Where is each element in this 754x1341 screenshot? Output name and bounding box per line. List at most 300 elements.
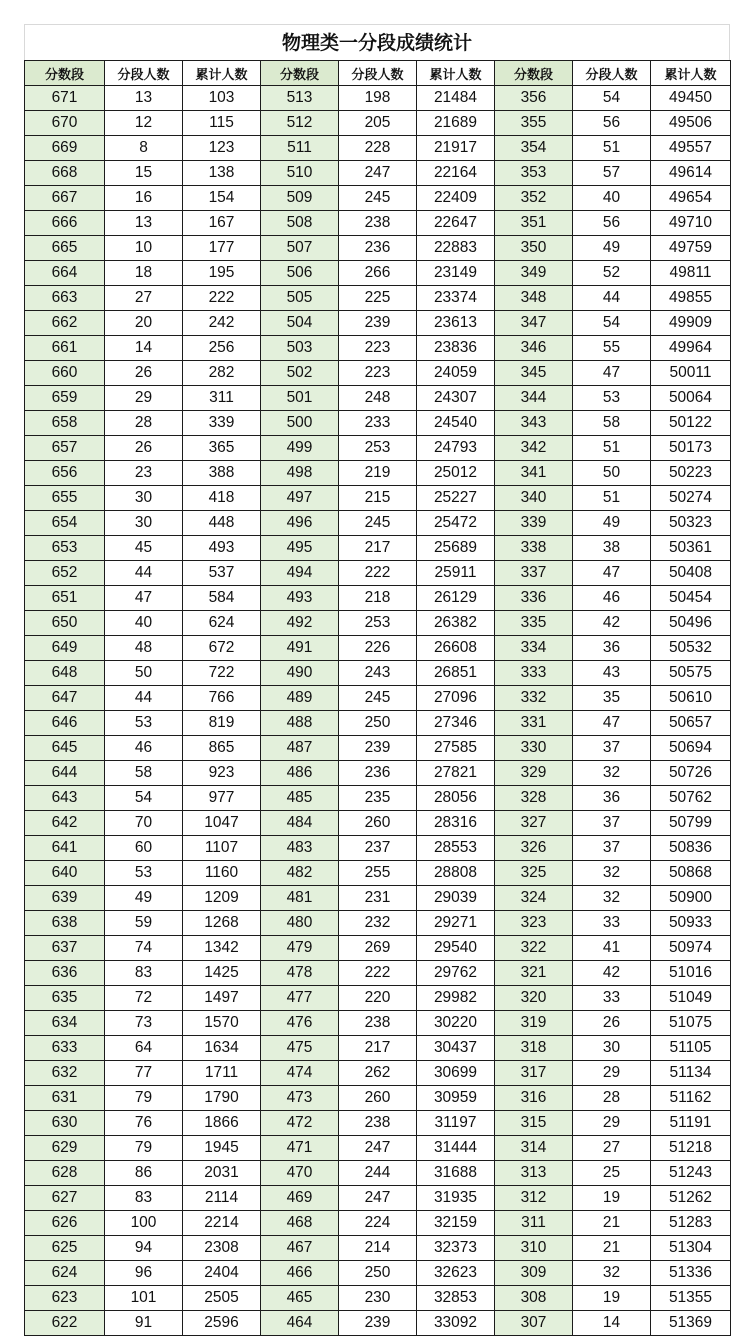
header-score-band-1: 分数段 (25, 61, 105, 86)
cumulative-count-cell: 22164 (417, 161, 495, 186)
cumulative-count-cell: 29762 (417, 961, 495, 986)
score-band-cell: 651 (25, 586, 105, 611)
score-band-cell: 355 (495, 111, 573, 136)
band-count-cell: 70 (105, 811, 183, 836)
score-band-cell: 493 (261, 586, 339, 611)
band-count-cell: 83 (105, 1186, 183, 1211)
score-band-cell: 490 (261, 661, 339, 686)
band-count-cell: 20 (105, 311, 183, 336)
score-band-cell: 650 (25, 611, 105, 636)
cumulative-count-cell: 50064 (651, 386, 731, 411)
score-band-cell: 474 (261, 1061, 339, 1086)
table-row (25, 711, 731, 736)
band-count-cell: 21 (573, 1211, 651, 1236)
band-count-cell: 222 (339, 561, 417, 586)
cumulative-count-cell: 2031 (183, 1161, 261, 1186)
score-band-cell: 336 (495, 586, 573, 611)
score-band-cell: 335 (495, 611, 573, 636)
score-band-cell: 484 (261, 811, 339, 836)
score-band-cell: 309 (495, 1261, 573, 1286)
score-band-cell: 661 (25, 336, 105, 361)
band-count-cell: 248 (339, 386, 417, 411)
cumulative-count-cell: 50408 (651, 561, 731, 586)
band-count-cell: 23 (105, 461, 183, 486)
cumulative-count-cell: 28316 (417, 811, 495, 836)
score-band-cell: 340 (495, 486, 573, 511)
cumulative-count-cell: 28056 (417, 786, 495, 811)
cumulative-count-cell: 26129 (417, 586, 495, 611)
score-band-cell: 310 (495, 1236, 573, 1261)
band-count-cell: 215 (339, 486, 417, 511)
table-row (25, 936, 731, 961)
cumulative-count-cell: 23836 (417, 336, 495, 361)
cumulative-count-cell: 49710 (651, 211, 731, 236)
score-band-cell: 326 (495, 836, 573, 861)
band-count-cell: 247 (339, 161, 417, 186)
score-band-cell: 352 (495, 186, 573, 211)
header-cumulative-count-3: 累计人数 (651, 61, 731, 86)
cumulative-count-cell: 32159 (417, 1211, 495, 1236)
score-band-cell: 636 (25, 961, 105, 986)
cumulative-count-cell: 50933 (651, 911, 731, 936)
score-band-cell: 660 (25, 361, 105, 386)
band-count-cell: 53 (573, 386, 651, 411)
cumulative-count-cell: 51336 (651, 1261, 731, 1286)
cumulative-count-cell: 865 (183, 736, 261, 761)
band-count-cell: 269 (339, 936, 417, 961)
band-count-cell: 47 (573, 711, 651, 736)
score-band-cell: 319 (495, 1011, 573, 1036)
band-count-cell: 37 (573, 811, 651, 836)
cumulative-count-cell: 50762 (651, 786, 731, 811)
cumulative-count-cell: 50868 (651, 861, 731, 886)
score-band-cell: 504 (261, 311, 339, 336)
cumulative-count-cell: 766 (183, 686, 261, 711)
band-count-cell: 58 (105, 761, 183, 786)
score-band-cell: 500 (261, 411, 339, 436)
band-count-cell: 198 (339, 86, 417, 111)
cumulative-count-cell: 24307 (417, 386, 495, 411)
table-row (25, 411, 731, 436)
cumulative-count-cell: 25911 (417, 561, 495, 586)
cumulative-count-cell: 1866 (183, 1111, 261, 1136)
band-count-cell: 224 (339, 1211, 417, 1236)
cumulative-count-cell: 1945 (183, 1136, 261, 1161)
band-count-cell: 86 (105, 1161, 183, 1186)
cumulative-count-cell: 23149 (417, 261, 495, 286)
band-count-cell: 79 (105, 1086, 183, 1111)
cumulative-count-cell: 923 (183, 761, 261, 786)
score-band-cell: 494 (261, 561, 339, 586)
cumulative-count-cell: 624 (183, 611, 261, 636)
cumulative-count-cell: 177 (183, 236, 261, 261)
header-row (25, 61, 731, 86)
band-count-cell: 40 (105, 611, 183, 636)
cumulative-count-cell: 24540 (417, 411, 495, 436)
cumulative-count-cell: 51105 (651, 1036, 731, 1061)
table-row (25, 511, 731, 536)
cumulative-count-cell: 50694 (651, 736, 731, 761)
score-band-cell: 646 (25, 711, 105, 736)
score-band-cell: 315 (495, 1111, 573, 1136)
score-band-cell: 644 (25, 761, 105, 786)
band-count-cell: 37 (573, 836, 651, 861)
score-band-cell: 630 (25, 1111, 105, 1136)
score-band-cell: 496 (261, 511, 339, 536)
cumulative-count-cell: 25689 (417, 536, 495, 561)
table-row (25, 861, 731, 886)
band-count-cell: 260 (339, 811, 417, 836)
table-row (25, 961, 731, 986)
table-body (25, 86, 731, 1336)
band-count-cell: 51 (573, 486, 651, 511)
table-row (25, 311, 731, 336)
cumulative-count-cell: 388 (183, 461, 261, 486)
cumulative-count-cell: 29271 (417, 911, 495, 936)
band-count-cell: 29 (573, 1061, 651, 1086)
cumulative-count-cell: 282 (183, 361, 261, 386)
cumulative-count-cell: 50496 (651, 611, 731, 636)
band-count-cell: 56 (573, 211, 651, 236)
score-band-cell: 659 (25, 386, 105, 411)
band-count-cell: 47 (105, 586, 183, 611)
band-count-cell: 47 (573, 361, 651, 386)
band-count-cell: 247 (339, 1136, 417, 1161)
score-band-cell: 488 (261, 711, 339, 736)
score-band-cell: 628 (25, 1161, 105, 1186)
band-count-cell: 49 (573, 511, 651, 536)
score-band-cell: 478 (261, 961, 339, 986)
table-row (25, 436, 731, 461)
score-band-cell: 633 (25, 1036, 105, 1061)
score-band-cell: 330 (495, 736, 573, 761)
score-band-cell: 322 (495, 936, 573, 961)
score-band-cell: 349 (495, 261, 573, 286)
cumulative-count-cell: 222 (183, 286, 261, 311)
table-row (25, 536, 731, 561)
cumulative-count-cell: 51355 (651, 1286, 731, 1311)
cumulative-count-cell: 49654 (651, 186, 731, 211)
score-band-cell: 333 (495, 661, 573, 686)
cumulative-count-cell: 51049 (651, 986, 731, 1011)
table-row (25, 1036, 731, 1061)
band-count-cell: 37 (573, 736, 651, 761)
cumulative-count-cell: 339 (183, 411, 261, 436)
band-count-cell: 44 (573, 286, 651, 311)
band-count-cell: 21 (573, 1236, 651, 1261)
cumulative-count-cell: 21484 (417, 86, 495, 111)
band-count-cell: 233 (339, 411, 417, 436)
table-row (25, 1086, 731, 1111)
score-band-cell: 647 (25, 686, 105, 711)
band-count-cell: 232 (339, 911, 417, 936)
cumulative-count-cell: 103 (183, 86, 261, 111)
cumulative-count-cell: 51016 (651, 961, 731, 986)
cumulative-count-cell: 51283 (651, 1211, 731, 1236)
band-count-cell: 51 (573, 436, 651, 461)
band-count-cell: 76 (105, 1111, 183, 1136)
score-band-cell: 480 (261, 911, 339, 936)
cumulative-count-cell: 28553 (417, 836, 495, 861)
score-band-cell: 627 (25, 1186, 105, 1211)
table-row (25, 161, 731, 186)
cumulative-count-cell: 2596 (183, 1311, 261, 1336)
band-count-cell: 217 (339, 536, 417, 561)
band-count-cell: 250 (339, 711, 417, 736)
cumulative-count-cell: 30959 (417, 1086, 495, 1111)
band-count-cell: 14 (573, 1311, 651, 1336)
score-band-cell: 470 (261, 1161, 339, 1186)
band-count-cell: 228 (339, 136, 417, 161)
table-row (25, 886, 731, 911)
cumulative-count-cell: 311 (183, 386, 261, 411)
table-title: 物理类一分段成绩统计 (24, 24, 730, 60)
band-count-cell: 255 (339, 861, 417, 886)
band-count-cell: 243 (339, 661, 417, 686)
band-count-cell: 26 (573, 1011, 651, 1036)
score-band-cell: 666 (25, 211, 105, 236)
table-row (25, 561, 731, 586)
band-count-cell: 91 (105, 1311, 183, 1336)
cumulative-count-cell: 1570 (183, 1011, 261, 1036)
cumulative-count-cell: 31197 (417, 1111, 495, 1136)
band-count-cell: 30 (105, 511, 183, 536)
band-count-cell: 247 (339, 1186, 417, 1211)
score-band-cell: 492 (261, 611, 339, 636)
band-count-cell: 46 (105, 736, 183, 761)
cumulative-count-cell: 51162 (651, 1086, 731, 1111)
band-count-cell: 52 (573, 261, 651, 286)
score-band-cell: 513 (261, 86, 339, 111)
cumulative-count-cell: 29982 (417, 986, 495, 1011)
score-band-cell: 637 (25, 936, 105, 961)
score-band-cell: 464 (261, 1311, 339, 1336)
score-band-cell: 640 (25, 861, 105, 886)
cumulative-count-cell: 49759 (651, 236, 731, 261)
score-band-cell: 668 (25, 161, 105, 186)
band-count-cell: 266 (339, 261, 417, 286)
cumulative-count-cell: 51262 (651, 1186, 731, 1211)
cumulative-count-cell: 23374 (417, 286, 495, 311)
score-band-cell: 482 (261, 861, 339, 886)
score-band-cell: 334 (495, 636, 573, 661)
cumulative-count-cell: 30699 (417, 1061, 495, 1086)
band-count-cell: 219 (339, 461, 417, 486)
score-band-cell: 632 (25, 1061, 105, 1086)
cumulative-count-cell: 50454 (651, 586, 731, 611)
band-count-cell: 236 (339, 761, 417, 786)
band-count-cell: 79 (105, 1136, 183, 1161)
band-count-cell: 18 (105, 261, 183, 286)
score-band-cell: 473 (261, 1086, 339, 1111)
band-count-cell: 244 (339, 1161, 417, 1186)
cumulative-count-cell: 33092 (417, 1311, 495, 1336)
cumulative-count-cell: 672 (183, 636, 261, 661)
cumulative-count-cell: 1711 (183, 1061, 261, 1086)
band-count-cell: 222 (339, 961, 417, 986)
band-count-cell: 47 (573, 561, 651, 586)
score-band-cell: 498 (261, 461, 339, 486)
table-row (25, 236, 731, 261)
score-band-cell: 663 (25, 286, 105, 311)
cumulative-count-cell: 25472 (417, 511, 495, 536)
cumulative-count-cell: 1209 (183, 886, 261, 911)
table-row (25, 1211, 731, 1236)
band-count-cell: 54 (573, 86, 651, 111)
band-count-cell: 45 (105, 536, 183, 561)
band-count-cell: 262 (339, 1061, 417, 1086)
score-band-cell: 465 (261, 1286, 339, 1311)
cumulative-count-cell: 49964 (651, 336, 731, 361)
cumulative-count-cell: 49855 (651, 286, 731, 311)
score-band-cell: 509 (261, 186, 339, 211)
cumulative-count-cell: 25012 (417, 461, 495, 486)
cumulative-count-cell: 50011 (651, 361, 731, 386)
score-band-cell: 670 (25, 111, 105, 136)
score-band-cell: 308 (495, 1286, 573, 1311)
score-band-cell: 307 (495, 1311, 573, 1336)
band-count-cell: 230 (339, 1286, 417, 1311)
cumulative-count-cell: 115 (183, 111, 261, 136)
score-band-cell: 499 (261, 436, 339, 461)
score-band-cell: 351 (495, 211, 573, 236)
cumulative-count-cell: 1342 (183, 936, 261, 961)
cumulative-count-cell: 2505 (183, 1286, 261, 1311)
score-band-cell: 323 (495, 911, 573, 936)
band-count-cell: 239 (339, 1311, 417, 1336)
score-band-cell: 508 (261, 211, 339, 236)
cumulative-count-cell: 49614 (651, 161, 731, 186)
band-count-cell: 14 (105, 336, 183, 361)
score-band-cell: 645 (25, 736, 105, 761)
score-band-cell: 507 (261, 236, 339, 261)
band-count-cell: 36 (573, 636, 651, 661)
band-count-cell: 83 (105, 961, 183, 986)
band-count-cell: 77 (105, 1061, 183, 1086)
cumulative-count-cell: 51075 (651, 1011, 731, 1036)
cumulative-count-cell: 49450 (651, 86, 731, 111)
cumulative-count-cell: 50575 (651, 661, 731, 686)
band-count-cell: 29 (573, 1111, 651, 1136)
cumulative-count-cell: 30220 (417, 1011, 495, 1036)
score-band-cell: 483 (261, 836, 339, 861)
band-count-cell: 237 (339, 836, 417, 861)
table-row (25, 86, 731, 111)
score-band-cell: 318 (495, 1036, 573, 1061)
cumulative-count-cell: 25227 (417, 486, 495, 511)
score-band-cell: 648 (25, 661, 105, 686)
score-band-cell: 476 (261, 1011, 339, 1036)
score-band-cell: 653 (25, 536, 105, 561)
band-count-cell: 54 (573, 311, 651, 336)
score-band-cell: 466 (261, 1261, 339, 1286)
band-count-cell: 41 (573, 936, 651, 961)
band-count-cell: 35 (573, 686, 651, 711)
score-band-cell: 343 (495, 411, 573, 436)
band-count-cell: 49 (105, 886, 183, 911)
cumulative-count-cell: 1107 (183, 836, 261, 861)
cumulative-count-cell: 154 (183, 186, 261, 211)
score-band-cell: 327 (495, 811, 573, 836)
cumulative-count-cell: 51304 (651, 1236, 731, 1261)
table-row (25, 286, 731, 311)
cumulative-count-cell: 22409 (417, 186, 495, 211)
score-band-cell: 654 (25, 511, 105, 536)
cumulative-count-cell: 256 (183, 336, 261, 361)
band-count-cell: 10 (105, 236, 183, 261)
cumulative-count-cell: 1497 (183, 986, 261, 1011)
cumulative-count-cell: 722 (183, 661, 261, 686)
header-cumulative-count-1: 累计人数 (183, 61, 261, 86)
cumulative-count-cell: 50173 (651, 436, 731, 461)
score-band-cell: 344 (495, 386, 573, 411)
table-row (25, 361, 731, 386)
band-count-cell: 245 (339, 186, 417, 211)
cumulative-count-cell: 50610 (651, 686, 731, 711)
score-band-cell: 489 (261, 686, 339, 711)
band-count-cell: 60 (105, 836, 183, 861)
cumulative-count-cell: 1160 (183, 861, 261, 886)
band-count-cell: 53 (105, 861, 183, 886)
table-row (25, 736, 731, 761)
score-band-cell: 487 (261, 736, 339, 761)
score-band-cell: 657 (25, 436, 105, 461)
band-count-cell: 50 (573, 461, 651, 486)
score-band-cell: 486 (261, 761, 339, 786)
cumulative-count-cell: 2114 (183, 1186, 261, 1211)
score-band-cell: 341 (495, 461, 573, 486)
score-band-cell: 328 (495, 786, 573, 811)
table-row (25, 211, 731, 236)
score-band-cell: 347 (495, 311, 573, 336)
cumulative-count-cell: 21689 (417, 111, 495, 136)
score-band-cell: 475 (261, 1036, 339, 1061)
band-count-cell: 42 (573, 611, 651, 636)
score-band-cell: 622 (25, 1311, 105, 1336)
table-row (25, 1111, 731, 1136)
band-count-cell: 43 (573, 661, 651, 686)
band-count-cell: 73 (105, 1011, 183, 1036)
cumulative-count-cell: 123 (183, 136, 261, 161)
cumulative-count-cell: 977 (183, 786, 261, 811)
band-count-cell: 42 (573, 961, 651, 986)
band-count-cell: 26 (105, 436, 183, 461)
cumulative-count-cell: 493 (183, 536, 261, 561)
score-band-cell: 329 (495, 761, 573, 786)
score-band-cell: 623 (25, 1286, 105, 1311)
cumulative-count-cell: 50799 (651, 811, 731, 836)
band-count-cell: 27 (105, 286, 183, 311)
score-band-cell: 501 (261, 386, 339, 411)
cumulative-count-cell: 26382 (417, 611, 495, 636)
cumulative-count-cell: 51134 (651, 1061, 731, 1086)
table-row (25, 136, 731, 161)
cumulative-count-cell: 50900 (651, 886, 731, 911)
cumulative-count-cell: 448 (183, 511, 261, 536)
band-count-cell: 239 (339, 736, 417, 761)
band-count-cell: 205 (339, 111, 417, 136)
cumulative-count-cell: 1790 (183, 1086, 261, 1111)
score-band-cell: 503 (261, 336, 339, 361)
band-count-cell: 36 (573, 786, 651, 811)
cumulative-count-cell: 22647 (417, 211, 495, 236)
band-count-cell: 253 (339, 436, 417, 461)
band-count-cell: 48 (105, 636, 183, 661)
header-score-band-3: 分数段 (495, 61, 573, 86)
score-band-cell: 469 (261, 1186, 339, 1211)
score-band-cell: 655 (25, 486, 105, 511)
cumulative-count-cell: 49557 (651, 136, 731, 161)
